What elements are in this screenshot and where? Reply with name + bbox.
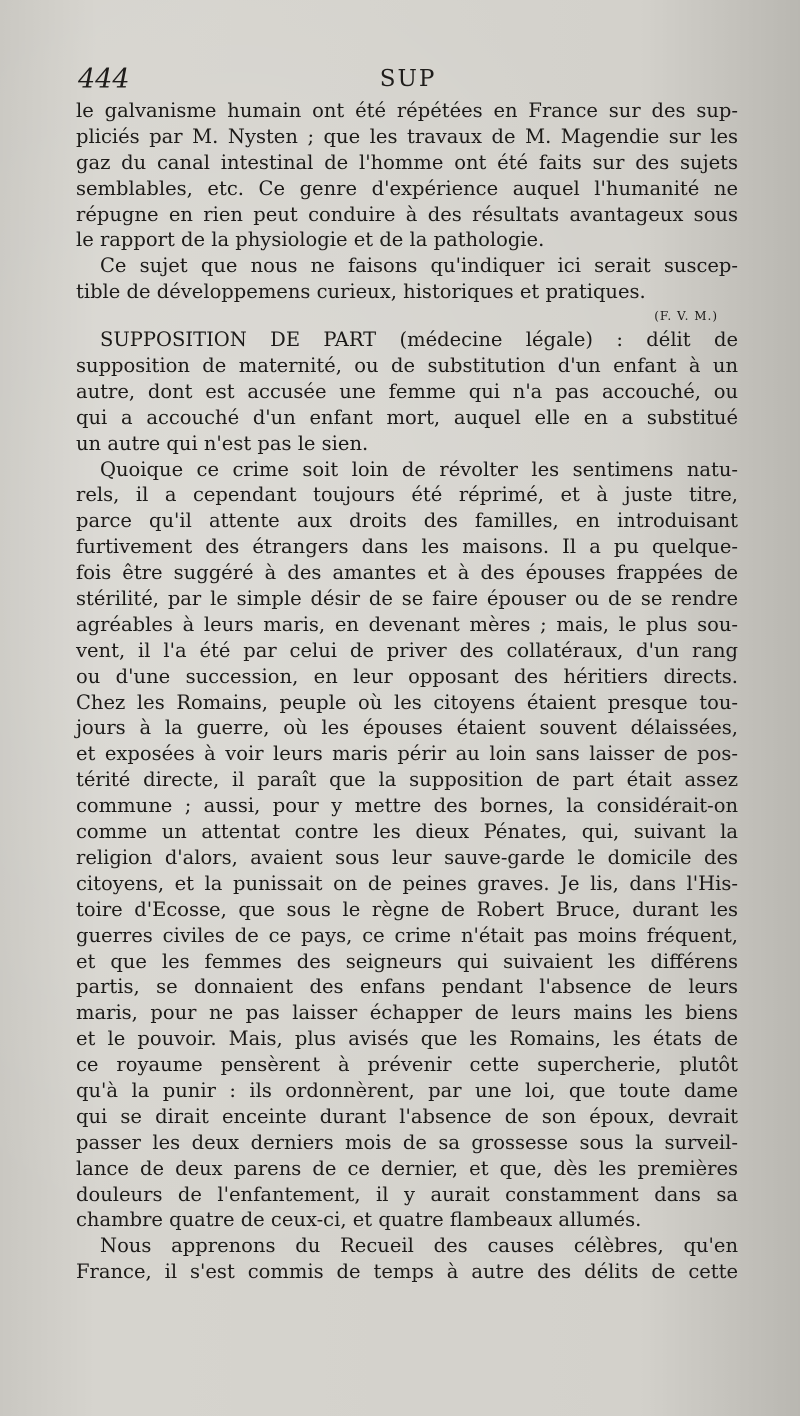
text-line: toire d'Ecosse, que sous le règne de Robert Bruce, durant les xyxy=(76,897,738,921)
text-line: et que les femmes des seigneurs qui suivaient les différens xyxy=(76,949,738,973)
text-line: fois être suggéré à des amantes et à des épouses frappées de xyxy=(76,561,738,585)
text-line: tible de développemens curieux, historiques et pratiques. xyxy=(76,280,646,304)
text-line: Nous apprenons du Recueil des causes célèbres, qu'en xyxy=(100,1234,738,1258)
text-line: autre, dont est accusée une femme qui n'a pas accouché, ou xyxy=(76,379,738,403)
text-line: stérilité, par le simple désir de se faire épouser ou de se rendre xyxy=(76,587,738,611)
text-line: agréables à leurs maris, en devenant mères ; mais, le plus sou- xyxy=(76,612,738,636)
text-line: jours à la guerre, où les épouses étaient souvent délaissées, xyxy=(76,716,738,740)
text-line: gaz du canal intestinal de l'homme ont été faits sur des sujets xyxy=(76,150,738,174)
text-line: ce royaume pensèrent à prévenir cette supercherie, plutôt xyxy=(76,1053,738,1077)
text-line: parce qu'il attente aux droits des familles, en introduisant xyxy=(76,509,738,533)
paragraph-nous-apprenons xyxy=(76,1233,738,1285)
text-line: et exposées à voir leurs maris périr au loin sans laisser de pos- xyxy=(76,742,738,766)
paragraph-sujet xyxy=(76,253,738,305)
text-line: pliciés par M. Nysten ; que les travaux de M. Magendie sur les xyxy=(76,124,738,148)
text-line: lance de deux parens de ce dernier, et que, dès les premières xyxy=(76,1156,738,1180)
page-header xyxy=(78,64,738,98)
text-line: chambre quatre de ceux-ci, et quatre flambeaux allumés. xyxy=(76,1208,642,1232)
text-line: supposition de maternité, ou de substitution d'un enfant à un xyxy=(76,354,738,378)
running-head: SUP xyxy=(379,66,437,92)
text-line: rels, il a cependant toujours été réprimé, et à juste titre, xyxy=(76,483,738,507)
text-body xyxy=(76,98,738,1285)
text-line: qu'à la punir : ils ordonnèrent, par une loi, que toute dame xyxy=(76,1078,738,1102)
text-line: un autre qui n'est pas le sien. xyxy=(76,431,369,455)
text-line: douleurs de l'enfantement, il y aurait constamment dans sa xyxy=(76,1182,738,1206)
text-line: semblables, etc. Ce genre d'expérience auquel l'humanité ne xyxy=(76,176,738,200)
text-line: térité directe, il paraît que la supposition de part était assez xyxy=(76,768,738,792)
text-line: et le pouvoir. Mais, plus avisés que les Romains, les états de xyxy=(76,1027,738,1051)
entry-heading-line: SUPPOSITION DE PART (médecine légale) : délit de xyxy=(100,328,738,352)
text-line: qui a accouché d'un enfant mort, auquel elle en a substitué xyxy=(76,405,738,429)
paragraph-quoique xyxy=(76,457,738,1234)
text-line: Chez les Romains, peuple où les citoyens étaient presque tou- xyxy=(76,690,738,714)
text-line: commune ; aussi, pour y mettre des bornes, la considérait-on xyxy=(76,794,738,818)
text-line: qui se dirait enceinte durant l'absence de son époux, devrait xyxy=(76,1104,738,1128)
text-line: répugne en rien peut conduire à des résultats avantageux sous xyxy=(76,202,738,226)
text-line: Ce sujet que nous ne faisons qu'indiquer ici serait suscep- xyxy=(100,254,738,278)
text-line: furtivement des étrangers dans les maisons. Il a pu quelque- xyxy=(76,535,738,559)
text-line: citoyens, et la punissait on de peines graves. Je lis, dans l'His- xyxy=(76,871,738,895)
text-line: le rapport de la physiologie et de la pathologie. xyxy=(76,228,545,252)
text-line: comme un attentat contre les dieux Pénates, qui, suivant la xyxy=(76,820,738,844)
text-line: vent, il l'a été par celui de priver des collatéraux, d'un rang xyxy=(76,638,738,662)
entry-supposition-de-part xyxy=(76,327,738,456)
page-number: 444 xyxy=(78,64,130,95)
author-signature: (F. V. M.) xyxy=(654,309,718,324)
text-line: Quoique ce crime soit loin de révolter les sentimens natu- xyxy=(100,457,738,481)
text-line: France, il s'est commis de temps à autre des délits de cette xyxy=(76,1260,738,1284)
text-line: ou d'une succession, en leur opposant des héritiers directs. xyxy=(76,664,738,688)
text-line: religion d'alors, avaient sous leur sauve-garde le domicile des xyxy=(76,845,738,869)
text-line: maris, pour ne pas laisser échapper de leurs mains les biens xyxy=(76,1001,738,1025)
text-line: guerres civiles de ce pays, ce crime n'était pas moins fréquent, xyxy=(76,923,738,947)
text-line: partis, se donnaient des enfans pendant l'absence de leurs xyxy=(76,975,738,999)
text-line: passer les deux derniers mois de sa grossesse sous la surveil- xyxy=(76,1130,738,1154)
paragraph-galvanisme xyxy=(76,98,738,253)
text-line: le galvanisme humain ont été répétées en France sur des sup- xyxy=(76,99,738,122)
